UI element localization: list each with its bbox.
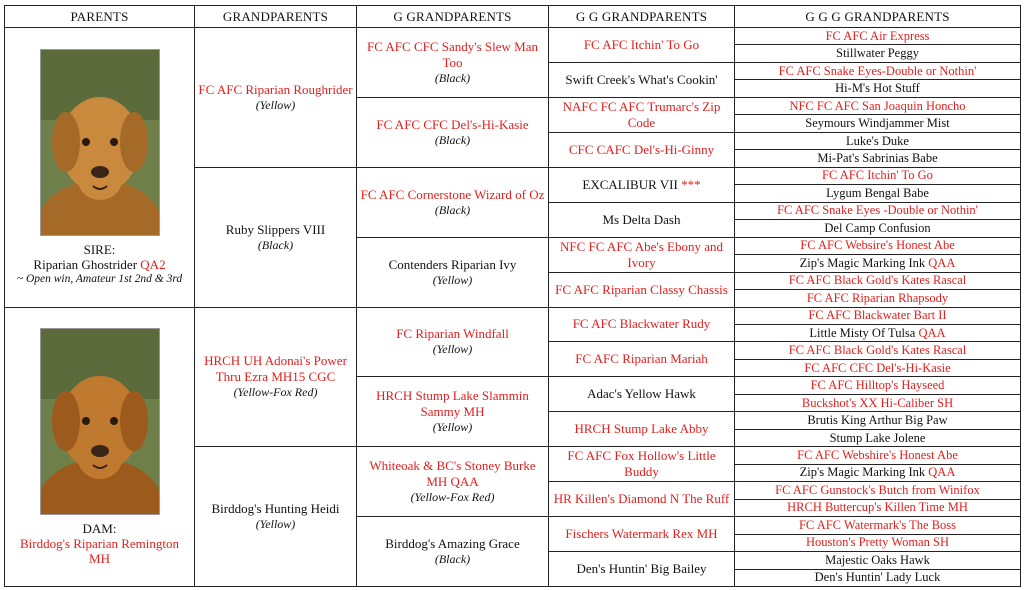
- dog-name: Swift Creek's What's Cookin': [565, 71, 718, 87]
- ggg-grandparent-cell: [735, 482, 1021, 499]
- ggg-grandparent-cell: [735, 429, 1021, 446]
- header-ggg-grandparents: G G G GRANDPARENTS: [735, 6, 1021, 28]
- dog-photo-illustration: [41, 329, 159, 514]
- coat-color: (Yellow): [432, 420, 473, 435]
- title-suffix: QAA: [918, 325, 946, 340]
- dog-name: FC AFC Webshire's Honest Abe: [797, 447, 958, 462]
- dog-name: FC AFC Gunstock's Butch from Winifox: [775, 482, 980, 497]
- dog-name: FC AFC Riparian Classy Chassis: [555, 281, 728, 297]
- coat-color: (Black): [434, 70, 471, 85]
- dog-name: FC AFC Snake Eyes-Double or Nothin': [778, 63, 977, 78]
- dog-name: Stump Lake Jolene: [829, 430, 926, 445]
- dog-name: FC AFC Blackwater Bart II: [808, 308, 947, 323]
- dog-name: HRCH UH Adonai's Power Thru Ezra MH15 CGC: [204, 353, 347, 385]
- dog-name: FC AFC Air Express: [825, 28, 930, 43]
- g-grandparent-cell: [357, 307, 549, 377]
- ggg-grandparent-cell: [735, 185, 1021, 202]
- gg-grandparent-cell: [549, 28, 735, 63]
- gg-grandparent-cell: [549, 62, 735, 97]
- dog-name: FC AFC Fox Hollow's Little Buddy: [567, 448, 716, 480]
- dog-name: FC AFC Black Gold's Kates Rascal: [788, 343, 967, 358]
- ggg-grandparent-cell: [735, 290, 1021, 307]
- dog-name: Buckshot's XX Hi-Caliber SH: [801, 395, 954, 410]
- dam-cell: [5, 307, 195, 587]
- ggg-grandparent-cell: [735, 359, 1021, 376]
- ggg-grandparent-cell: [735, 499, 1021, 516]
- dog-name: EXCALIBUR VII: [582, 176, 678, 192]
- gg-grandparent-cell: [549, 237, 735, 272]
- dog-name: Little Misty Of Tulsa: [809, 325, 916, 340]
- ggg-grandparent-cell: [735, 412, 1021, 429]
- dog-name: FC AFC Snake Eyes -Double or Nothin': [777, 203, 978, 218]
- dog-name: FC AFC CFC Del's-Hi-Kasie: [804, 360, 951, 375]
- coat-color: (Yellow): [432, 342, 473, 357]
- dog-name: FC AFC Itchin' To Go: [822, 168, 933, 183]
- ggg-grandparent-cell: [735, 202, 1021, 219]
- dog-name: Houston's Pretty Woman SH: [805, 535, 950, 550]
- sire-title: QA2: [140, 256, 166, 272]
- header-gg-grandparents: G G GRANDPARENTS: [549, 6, 735, 28]
- dog-name: Seymours Windjammer Mist: [805, 116, 950, 131]
- dog-name: Ruby Slippers VIII: [225, 221, 326, 237]
- dog-name: Fischers Watermark Rex MH: [565, 526, 718, 542]
- dog-name: FC AFC CFC Sandy's Slew Man Too: [366, 38, 539, 70]
- dog-name: HRCH Stump Lake Slammin Sammy MH: [376, 388, 529, 420]
- ggg-grandparent-cell: [735, 517, 1021, 534]
- gg-grandparent-cell: [549, 307, 735, 342]
- ggg-grandparent-cell: [735, 464, 1021, 481]
- coat-color: (Yellow): [255, 97, 296, 112]
- gg-grandparent-cell: [549, 377, 735, 412]
- sire-label: SIRE:: [83, 241, 116, 257]
- gg-grandparent-cell: [549, 517, 735, 552]
- ggg-grandparent-cell: [735, 150, 1021, 167]
- gg-grandparent-cell: [549, 412, 735, 447]
- title-suffix: QAA: [928, 255, 956, 270]
- dog-name: Lygum Bengal Babe: [826, 185, 929, 200]
- header-parents: PARENTS: [5, 6, 195, 28]
- coat-color: (Yellow-Fox Red): [410, 490, 495, 505]
- dog-name: FC AFC Black Gold's Kates Rascal: [788, 273, 967, 288]
- dog-name: Birddog's Amazing Grace: [385, 536, 520, 552]
- title-suffix: QAA: [928, 465, 956, 480]
- dog-name: Zip's Magic Marking Ink: [799, 465, 926, 480]
- coat-color: (Black): [434, 202, 471, 217]
- gg-grandparent-cell: [549, 132, 735, 167]
- ggg-grandparent-cell: [735, 115, 1021, 132]
- dog-name: FC AFC Watermark's The Boss: [798, 517, 957, 532]
- g-grandparent-cell: [357, 517, 549, 587]
- coat-color: (Yellow): [255, 517, 296, 532]
- dog-name: Den's Huntin' Big Bailey: [576, 561, 707, 577]
- ggg-grandparent-cell: [735, 62, 1021, 79]
- grandparent-cell: [195, 167, 357, 307]
- dog-name: HR Killen's Diamond N The Ruff: [553, 491, 730, 507]
- sire-name: Riparian Ghostrider: [33, 256, 138, 272]
- ggg-grandparent-cell: [735, 394, 1021, 411]
- dog-name: Luke's Duke: [845, 133, 909, 148]
- sire-cell: [5, 28, 195, 308]
- dog-name: Den's Huntin' Lady Luck: [814, 570, 941, 585]
- sire-photo: [40, 49, 160, 236]
- dog-name: FC AFC Hilltop's Hayseed: [810, 378, 945, 393]
- dog-name: NAFC FC AFC Trumarc's Zip Code: [562, 98, 721, 130]
- gg-grandparent-cell: [549, 482, 735, 517]
- ggg-grandparent-cell: [735, 132, 1021, 149]
- pedigree-table: [4, 5, 1021, 587]
- ggg-grandparent-cell: [735, 167, 1021, 184]
- g-grandparent-cell: [357, 237, 549, 307]
- dog-name: FC AFC Riparian Mariah: [575, 351, 708, 367]
- dam-name: Birddog's Riparian Remington MH: [19, 535, 180, 566]
- dog-name: Stillwater Peggy: [836, 46, 919, 61]
- grandparent-cell: [195, 447, 357, 587]
- ggg-grandparent-cell: [735, 324, 1021, 341]
- sire-note: ~ Open win, Amateur 1st 2nd & 3rd: [16, 272, 183, 285]
- dog-name: Zip's Magic Marking Ink: [799, 255, 926, 270]
- ggg-grandparent-cell: [735, 342, 1021, 359]
- header-grandparents: GRANDPARENTS: [195, 6, 357, 28]
- title-suffix: ***: [681, 176, 701, 192]
- dog-name: Birddog's Hunting Heidi: [211, 501, 340, 517]
- ggg-grandparent-cell: [735, 569, 1021, 586]
- ggg-grandparent-cell: [735, 534, 1021, 551]
- grandparent-cell: [195, 28, 357, 168]
- g-grandparent-cell: [357, 447, 549, 517]
- dog-name: Whiteoak & BC's Stoney Burke MH QAA: [369, 458, 536, 490]
- ggg-grandparent-cell: [735, 45, 1021, 62]
- header-g-grandparents: G GRANDPARENTS: [357, 6, 549, 28]
- dog-name: FC AFC Websire's Honest Abe: [800, 238, 955, 253]
- dog-name: FC AFC Itchin' To Go: [583, 36, 700, 52]
- coat-color: (Yellow): [432, 272, 473, 287]
- dog-name: NFC FC AFC Abe's Ebony and Ivory: [559, 238, 724, 270]
- dog-name: FC Riparian Windfall: [396, 326, 509, 342]
- gg-grandparent-cell: [549, 272, 735, 307]
- ggg-grandparent-cell: [735, 377, 1021, 394]
- dog-name: Hi-M's Hot Stuff: [835, 81, 920, 96]
- ggg-grandparent-cell: [735, 255, 1021, 272]
- pedigree-row: [5, 28, 1021, 45]
- dog-name: FC AFC Cornerstone Wizard of Oz: [360, 186, 545, 202]
- dog-name: FC AFC Riparian Rhapsody: [806, 290, 949, 305]
- coat-color: (Black): [434, 132, 471, 147]
- dog-name: FC AFC CFC Del's-Hi-Kasie: [376, 116, 529, 132]
- ggg-grandparent-cell: [735, 447, 1021, 464]
- ggg-grandparent-cell: [735, 552, 1021, 569]
- grandparent-cell: [195, 307, 357, 447]
- dog-name: NFC FC AFC San Joaquin Honcho: [789, 98, 966, 113]
- dam-label: DAM:: [82, 520, 117, 536]
- gg-grandparent-cell: [549, 552, 735, 587]
- ggg-grandparent-cell: [735, 97, 1021, 114]
- dog-name: Del Camp Confusion: [824, 220, 931, 235]
- g-grandparent-cell: [357, 377, 549, 447]
- gg-grandparent-cell: [549, 202, 735, 237]
- dam-photo: [40, 328, 160, 515]
- gg-grandparent-cell: [549, 167, 735, 202]
- header-row: [5, 6, 1021, 28]
- dog-name: Brutis King Arthur Big Paw: [807, 413, 948, 428]
- ggg-grandparent-cell: [735, 237, 1021, 254]
- dog-name: FC AFC Blackwater Rudy: [572, 316, 711, 332]
- gg-grandparent-cell: [549, 342, 735, 377]
- ggg-grandparent-cell: [735, 80, 1021, 97]
- dog-name: Mi-Pat's Sabrinias Babe: [817, 151, 938, 166]
- ggg-grandparent-cell: [735, 307, 1021, 324]
- ggg-grandparent-cell: [735, 272, 1021, 289]
- ggg-grandparent-cell: [735, 28, 1021, 45]
- dog-name: Ms Delta Dash: [602, 211, 681, 227]
- dog-name: CFC CAFC Del's-Hi-Ginny: [568, 141, 715, 157]
- dog-name: FC AFC Riparian Roughrider: [198, 81, 353, 97]
- g-grandparent-cell: [357, 167, 549, 237]
- dog-name: Majestic Oaks Hawk: [825, 552, 930, 567]
- ggg-grandparent-cell: [735, 220, 1021, 237]
- gg-grandparent-cell: [549, 97, 735, 132]
- pedigree-row: [5, 307, 1021, 324]
- coat-color: (Black): [434, 552, 471, 567]
- dog-photo-illustration: [41, 50, 159, 235]
- g-grandparent-cell: [357, 97, 549, 167]
- g-grandparent-cell: [357, 28, 549, 98]
- dog-name: Adac's Yellow Hawk: [587, 386, 696, 402]
- dog-name: Contenders Riparian Ivy: [388, 256, 517, 272]
- coat-color: (Black): [257, 237, 294, 252]
- dog-name: HRCH Buttercup's Killen Time MH: [787, 500, 968, 515]
- coat-color: (Yellow-Fox Red): [233, 385, 318, 400]
- dog-name: HRCH Stump Lake Abby: [574, 421, 709, 437]
- gg-grandparent-cell: [549, 447, 735, 482]
